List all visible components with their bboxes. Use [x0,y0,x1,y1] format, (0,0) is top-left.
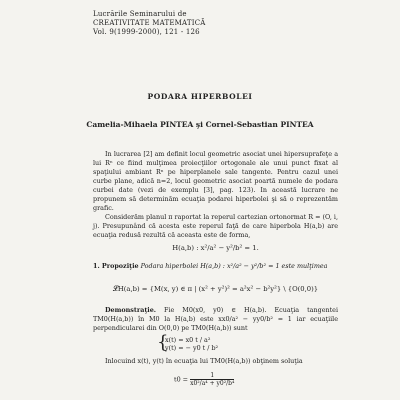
intro-paragraph-1: In lucrarea [2] am definit locul geometric asociat unei hipersuprafeţe a lui Rⁿ ce fiind mulţimea proiecţiilor ortogonale ale unui punct fixat al spaţiului ambiant Rⁿ pe hiperplanele sale tangente. Pentru cazul unei curbe plane, adică n=2, locul geometric asociat poartă numele de podara curbei date (vezi de exemplu [3], pag. 123). In această lucrare ne propunem să determinăm ecuaţia podarei hiperbolei şi să o reprezentăm grafic. [93,150,338,212]
proposition-text: Podara hiperbolei H(a,b) : x²/a² − y²/b² = 1 este mulţimea [140,262,328,270]
hyperbola-equation: H(a,b) : x²/a² − y²/b² = 1. [172,244,259,252]
perpendicular-system [157,332,219,353]
demonstration-text: Fie M0(x0, y0) ∈ H(a,b). Ecuaţia tangentei TM0(H(a,b)) în M0 la H(a,b) este xx0/a² − yy0/b² = 1 iar ecuaţiile perpendicularei din O(0,0) pe TM0(H(a,b)) sunt [93,306,338,332]
paper-authors: Camelia-Mihaela PINTEA şi Cornel-Sebastian PINTEA [86,120,314,129]
t0-denominator: x0²/a⁴ + y0²/b⁴ [190,380,235,387]
proposition [93,262,338,271]
demonstration [93,306,338,333]
proposition-label: 1. Propoziţie [93,262,139,270]
system-brace: { [157,332,169,353]
demonstration-label: Demonstraţie. [105,306,157,314]
t0-fraction [190,372,234,387]
journal-header [93,10,206,37]
journal-line-3: Vol. 9(1999-2000), 121 - 126 [93,28,200,36]
system-row-2: y(t) = − y0 t / b² [165,344,219,352]
intro-paragraph-2: Considerăm planul π raportat la reperul cartezian ortonormat R = (O, i, j). Presupunând că acesta este reperul faţă de care hiperbola H(a,b) are ecuaţia redusă rezultă că aceasta este de forma, [93,213,338,239]
substitution-text: Inlocuind x(t), y(t) în ecuaţia lui TM0(H(a,b)) obţinem soluţia [105,357,303,365]
pedal-set-equation: 𝓛H(a,b) = {M(x, y) ∈ π | (x² + y²)² = a²x² − b²y²} \ {O(0,0)} [112,285,319,293]
paper-title: PODARA HIPERBOLEI [147,92,253,101]
journal-line-1: Lucrările Seminarului de [93,10,187,18]
t0-lhs: t0 = [174,375,189,384]
t0-equation [174,372,234,387]
t0-numerator: 1 [190,372,234,380]
journal-line-2: CREATIVITATE MATEMATICĂ [93,19,206,27]
system-row-1: x(t) = x0 t / a² [165,336,211,344]
